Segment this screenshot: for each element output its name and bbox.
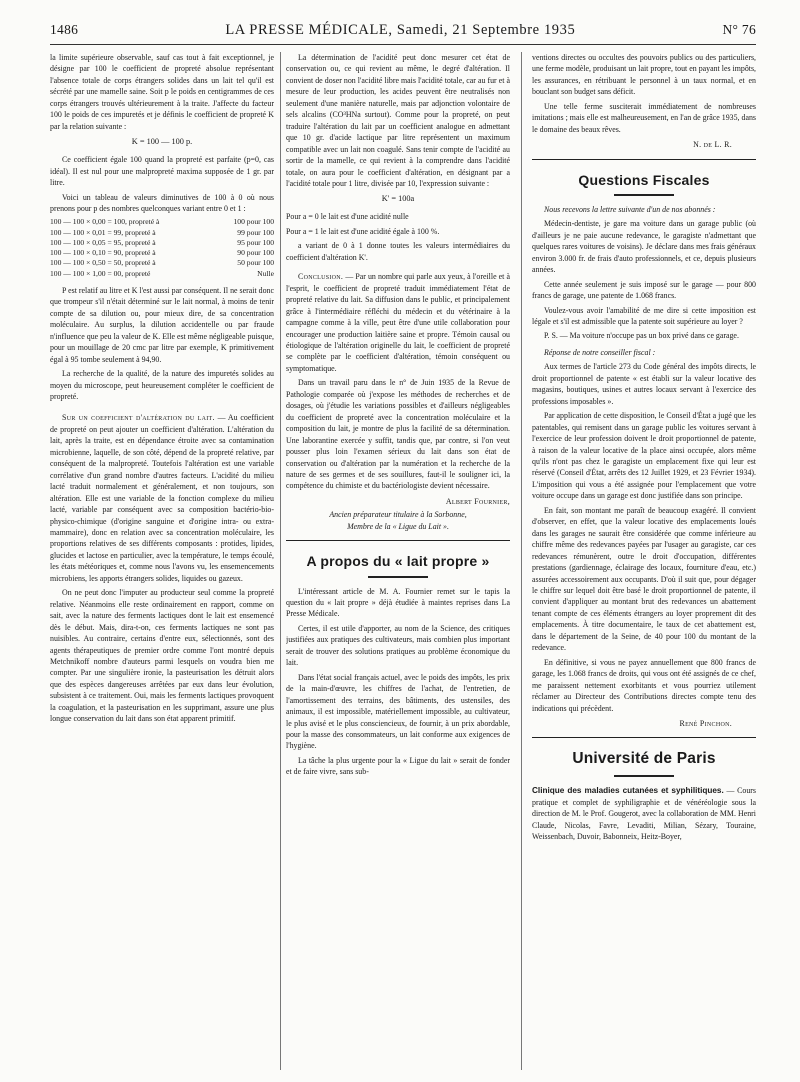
- table-cell: 100 — 100 × 0,10 = 90, propreté à: [50, 248, 156, 258]
- paragraph: Dans l'état social français actuel, avec le poids des impôts, les prix de la main-d'œuvre, les chiffres de l'achat, de l'entretien, de l'amortissement des terrains, des bâtiments, des ustensiles, des animaux, il est impossible, matériellement impossible, au cultivateur, le plus avisé et le plus consciencieux, de fournir, à un prix abordable, pour la masse des consommateurs, un lait conforme aux exigences de l'hygiène.: [286, 672, 510, 751]
- table-cell: 100 — 100 × 0,01 = 99, propreté à: [50, 227, 156, 237]
- section-title: A propos du « lait propre »: [306, 553, 490, 570]
- column-3: [532, 52, 756, 1070]
- table-cell: 99 pour 100: [237, 227, 274, 237]
- paragraph: [286, 271, 510, 374]
- paragraph-text: — Par un nombre qui parle aux yeux, à l'oreille et à l'esprit, le coefficient de propreté traduit immédiatement l'état de propreté relative du lait. Sa diffusion dans le public, et principalement grâce à l'intermédiaire réfléchi du médecin et du vétérinaire à la campagne comme à la ville, peut être d'une utile collaboration pour encourager une production laitière saine et propre. Témoin causal ou étiologique de l'altération originelle du lait, le coefficient de propreté se complète par le coefficient d'altération, témoin conséquent ou symptomatique.: [286, 272, 510, 373]
- title-underline: [614, 194, 674, 196]
- propreté-table: [50, 217, 274, 279]
- title-underline: [614, 775, 674, 777]
- paragraph: Aux termes de l'article 273 du Code général des impôts directs, le droit proportionnel de patente « est établi sur la valeur locative des magasins, boutiques, usines et autres locaux servant à l'exercice des professions imposables ».: [532, 362, 756, 406]
- paragraph: [532, 785, 756, 843]
- table-cell: 100 pour 100: [233, 217, 274, 227]
- formula-line: Pour a = 0 le lait est d'une acidité nulle: [286, 212, 409, 222]
- table-row: [50, 238, 274, 248]
- section-title: Questions Fiscales: [578, 171, 710, 188]
- paragraph: On ne peut donc l'imputer au producteur seul comme la propreté relative. Néanmoins elle reste ordinairement en rapport, comme on sait, avec la nature des ferments lactiques dont le lait est ensemencé dès le début. Mais, dira-t-on, ces ferments lactiques ne sont pas nuisibles. Au contraire, certains d'entre eux, sélectionnés, sont des agents thérapeutiques de premier ordre comme l'ont montré depuis Metchnikoff nombre d'auteurs parmi lesquels on voudra bien me compter. Par une singulière ironie, la pasteurisation les détruit alors que des espèces dangereuses arrêtées par eux dans leur évolution, subsistent à ce traitement. Oui, mais les ferments lactiques provoquent la coagulation, et la pasteurisation en les supprimant, assure une plus longue conservation du lait dans son état apparent primitif.: [50, 588, 274, 724]
- title-underline: [368, 576, 428, 578]
- author-title: Membre de la « Ligue du Lait ».: [347, 521, 449, 531]
- column-divider: [280, 52, 281, 1070]
- table-cell: Nulle: [257, 268, 274, 278]
- author-signature: Albert Fournier,: [445, 496, 510, 506]
- paragraph: Voici un tableau de valeurs diminutives de 100 à 0 où nous prenons pour p des nombres quelconques variant entre 0 et 1 :: [50, 192, 274, 213]
- column-2: [286, 52, 510, 1070]
- reply-heading: Réponse de notre conseiller fiscal :: [544, 347, 656, 357]
- section-rule: [532, 159, 756, 160]
- paragraph: Ce coefficient égale 100 quand la propreté est parfaite (p=0, cas idéal). Il est nul pour une malpropreté maxima supposée de 1 gr. par litre.: [50, 155, 274, 188]
- table-cell: 100 — 100 × 1,00 = 00, propreté: [50, 268, 151, 278]
- formula: K = 100 — 100 p.: [131, 137, 193, 147]
- page-number: 1486: [50, 22, 79, 37]
- issue-number: N° 76: [722, 22, 756, 37]
- paragraph-text: — Au coefficient de propreté on peut ajouter un coefficient d'altération. L'altération du lait, après la traite, est en dépendance étroite avec sa contamination microbienne, laquelle, de son côté, dépend de la propreté relative, par conséquent de la malpropreté. Toutefois l'altération est une variable corrélative d'un grand nombre d'autres facteurs. L'acidité du milieu lacté traduit normalement et généralement, et non toujours, son altération. Elle est une variable de la fonction complexe du milieu lacté, variable par conséquent avec sa composition bactério-bio-physico-chimique (d'origine sanguine et d'origine intra- ou extra-mammaire), donc en relation avec sa concentration moléculaire, les proportions relatives de ses différents composants : protides, lipides, glucides et lactose en particulier, avec la température, le temps écoulé, les états météoriques et, comme nous l'avons vu, les ensemencements microbiens, les apports étrangers solides, liquides ou gazeux.: [50, 413, 274, 583]
- journal-title: LA PRESSE MÉDICALE, Samedi, 21 Septembre 1935: [225, 22, 576, 38]
- paragraph: L'intéressant article de M. A. Fournier remet sur le tapis la question du « lait propre » déjà étudiée à maintes reprises dans La Presse Médicale.: [286, 586, 510, 619]
- paragraph: Voulez-vous avoir l'amabilité de me dire si cette imposition est légale et s'il est admissible que la patente soit supérieure au loyer ?: [532, 305, 756, 326]
- paragraph-text: — Cours pratique et complet de syphiligraphie et de vénéréologie sous la direction de M. le Prof. Gougerot, avec la collaboration de MM. Henri Claude, Nicolas, Favre, Levaditi, Milian, Sézary, Touraine, Weissenbach, Duvoir, Babonneix, Heitz-Boyer,: [532, 785, 756, 842]
- paragraph: Une telle ferme susciterait immédiatement de nombreuses imitations ; mais elle est malheureusement, en l'an de grâce 1935, dans le domaine des beaux rêves.: [532, 101, 756, 134]
- formula: K' = 100a: [381, 194, 415, 204]
- intro-line: Nous recevons la lettre suivante d'un de nos abonnés :: [544, 204, 716, 214]
- section-title: Université de Paris: [572, 750, 716, 768]
- paragraph: P. S. — Ma voiture n'occupe pas un box privé dans ce garage.: [544, 331, 739, 341]
- paragraph: Par application de cette disposition, le Conseil d'État a jugé que les patentables, qui remisent dans un garage public les voitures servant à l'exercice de leur profession doivent le droit proportionnel de patente, à raison de la valeur locative de la place ainsi occupée, alors même qu'ils n'ont pas chez le garagiste un emplacement fixe qui leur est réservé (Conseil d'État, arrêts des 12 Juillet 1929, et 23 Février 1934). L'imposition qui vous a été assignée pour l'emplacement que votre voiture occupe dans un garage est donc justifiée dans son principe.: [532, 411, 756, 501]
- page-header: [50, 22, 756, 39]
- formula-line: Pour a = 1 le lait est d'une acidité égale à 100 %.: [286, 226, 440, 236]
- table-cell: 100 — 100 × 0,50 = 50, propreté à: [50, 258, 156, 268]
- author-title: Ancien préparateur titulaire à la Sorbonne,: [329, 510, 467, 520]
- paragraph: La recherche de la qualité, de la nature des impuretés solides au moyen du microscope, peut heureusement compléter le coefficient de propreté.: [50, 369, 274, 402]
- table-cell: 90 pour 100: [237, 248, 274, 258]
- section-rule: [532, 737, 756, 738]
- header-rule: [50, 44, 756, 45]
- paragraph: Certes, il est utile d'apporter, au nom de la Science, des critiques justifiées aux pratiques des cultivateurs, mais combien plus important serait de trouver des solutions pratiques au problème économique du lait.: [286, 623, 510, 668]
- paragraph: La tâche la plus urgente pour la « Ligue du lait » serait de fonder et de faire vivre, sans sub-: [286, 755, 510, 777]
- paragraph: En définitive, si vous ne payez annuellement que 800 francs de garage, les 1.068 francs de droits, qui vous ont été assignés de ce chef, me paraissent nettement exorbitants et vous pourriez utilement réclamer au Directeur des Contributions directes compte tenu des indications qui précèdent.: [532, 657, 756, 713]
- paragraph: La détermination de l'acidité peut donc mesurer cet état de conservation ou, ce qui revient au même, le degré d'altération. Il convient de doser non l'acidité libre mais l'acidité totale, car au fur et à mesure de leur production, les acides peuvent être neutralisés non seulement d'une manière naturelle, mais par adjonction volontaire de sels alcalins (CO³HNa surtout). Comme pour la propreté, on peut traduire l'altération du lait par un coefficient analogue en admettant que 10 gr. d'acide lactique par litre représentent un maximum compatible avec un lait non coagulé. Sans tenir compte de l'acidité au sortir de la mamelle, ce qui revient à la comprendre dans l'acidité totale, on aura pour le coefficient d'altération, en désignant par a l'acidité totale pour 1 litre, divisée par 10, l'expression suivante :: [286, 53, 510, 188]
- paragraph: Médecin-dentiste, je gare ma voiture dans un garage public (où d'ailleurs je ne paie aucune redevance, le garagiste n'admettant que quelques rares voitures de voisins). Je déclare dans mes frais généraux environ 3.000 fr. de frais d'auto professionnels, et ce, depuis plusieurs années.: [532, 219, 756, 275]
- table-cell: 50 pour 100: [237, 258, 274, 268]
- table-row: [50, 269, 274, 279]
- table-row: [50, 248, 274, 258]
- paragraph: la limite supérieure observable, sauf cas tout à fait exceptionnel, je désigne par 100 le coefficient de propreté absolue représentant l'absence totale de corps étrangers solides dans un lait tel qu'il est sécrété par une mamelle saine. Soit p le poids en centigrammes de ces corps étrangers trouvés ultérieurement à la traite. J'affecte du facteur 100 le poids de ces impuretés et je définis le coefficient de propreté K par la relation suivante :: [50, 53, 274, 131]
- table-row: [50, 258, 274, 268]
- section-rule: [286, 540, 510, 541]
- subheading: Sur un coefficient d'altération du lait.: [62, 413, 215, 423]
- table-row: [50, 217, 274, 227]
- table-cell: 100 — 100 × 0,05 = 95, propreté à: [50, 237, 156, 247]
- paragraph: P est relatif au litre et K l'est aussi par conséquent. Il ne serait donc que trompeur s'il n'était déterminé sur le lait normal, à moins de tenir compte de sa dilution ou, pour mieux dire, de sa concentration moléculaire. Au surplus, la dilution accidentelle ou par fraude n'influence que peu la valeur de K. Elle est même négligeable puisque, pour un mouillage de 20 cmc par litre par exemple, K primitivement égal à 95 tombe seulement à 94,90.: [50, 285, 274, 364]
- table-row: [50, 228, 274, 238]
- paragraph: ventions directes ou occultes des pouvoirs publics ou des particuliers, une ferme modèle, produisant un lait propre, tout en payant les impôts, les assurances, en rétribuant le personnel à un taux normal, et en bouclant son budget sans déficit.: [532, 53, 756, 97]
- column-divider: [521, 52, 522, 1070]
- editor-signature: N. de L. R.: [693, 140, 732, 150]
- author-signature: René Pinchon.: [679, 718, 732, 728]
- paragraph: a variant de 0 à 1 donne toutes les valeurs intermédiaires du coefficient d'altération K'.: [286, 241, 510, 262]
- table-cell: 95 pour 100: [237, 237, 274, 247]
- course-title: Clinique des maladies cutanées et syphilitiques.: [532, 785, 724, 795]
- paragraph: [50, 412, 274, 584]
- subheading: Conclusion.: [298, 272, 344, 282]
- paragraph: Cette année seulement je suis imposé sur le garage — pour 800 francs de garage, une patente de 1.068 francs.: [532, 279, 756, 301]
- column-1: [50, 52, 274, 1070]
- paragraph: En fait, son montant me paraît de beaucoup exagéré. Il convient d'observer, en effet, que la valeur locative des emplacements loués dans les garages ne saurait être considérée que comme inférieure au chiffre même des redevances payées par l'usager au garagiste, car ces redevances rémunèrent, outre le droit d'occupation, différentes prestations (gardiennage, éclairage des locaux, fourniture d'eau, etc.) assurées accessoirement aux occupants. D'où il suit que, pour dégager le chiffre sur lequel doit être basé le droit proportionnel de patente, il convient d'appliquer au montant brut des redevances un abattement tenant compte de ces éléments étrangers au loyer proprement dit des emplacements. À titre documentaire, le taux de cet abattement est, dans le département de la Seine, de 40 pour 100 du montant de la redevance.: [532, 505, 756, 653]
- table-cell: 100 — 100 × 0,00 = 100, propreté à: [50, 217, 160, 227]
- paragraph: Dans un travail paru dans le n° de Juin 1935 de la Revue de Pathologie comparée où j'expose les méthodes de recherches et de dosages, où j'étudie les variations possibles et d'ailleurs négligeables du coefficient de propreté avec la concentration moléculaire et la composition du lait, je montre de plus la facilité de sa détermination. Une laborantine exercée y suffit, tandis que, par contre, si l'on veut pousser plus loin l'examen sérieux du lait dans son état de conservation ou d'altération par la numération et la recherche de la nature de ses germes et de ses souillures, faut-il le souligner ici, la compétence du chimiste et du bactériologiste devient nécessaire.: [286, 378, 510, 491]
